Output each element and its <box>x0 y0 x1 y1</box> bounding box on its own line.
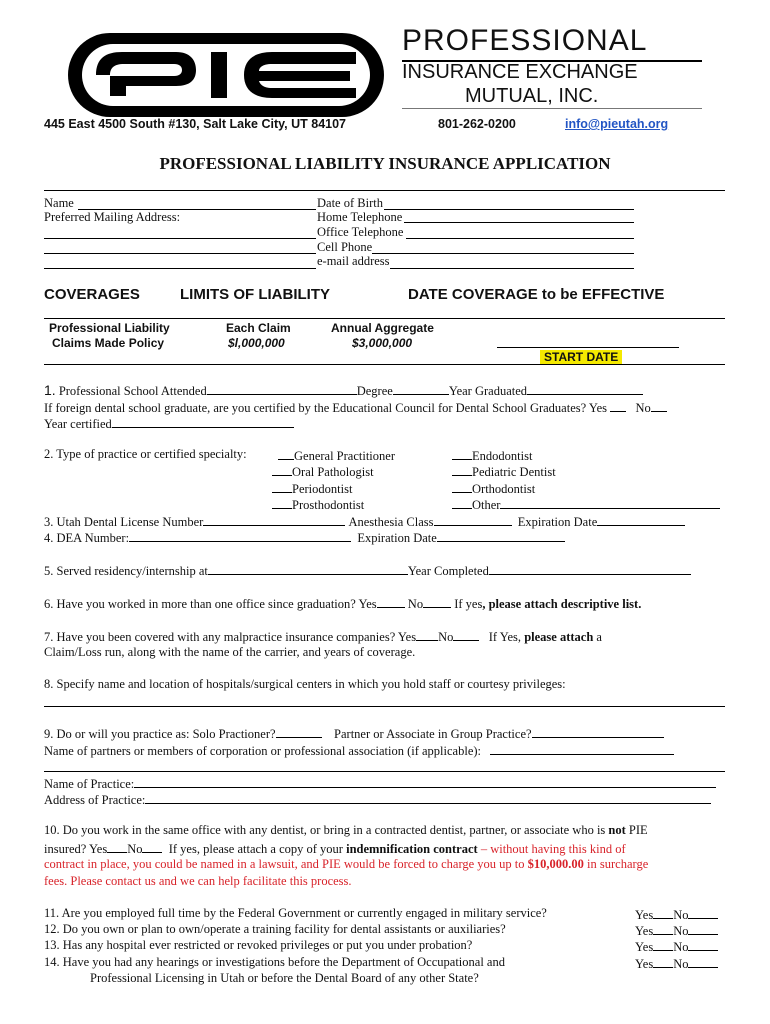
q3-line: 3. Utah Dental License Number Anesthesia Class Expiration Date <box>44 513 685 530</box>
mailing-field-1[interactable] <box>44 238 316 239</box>
policy-line1: Professional Liability <box>49 321 170 335</box>
practice-address-line: Address of Practice: <box>44 791 711 808</box>
residency-year-field[interactable] <box>489 562 691 575</box>
aggregate-value: $3,000,000 <box>352 336 413 350</box>
date-effective-heading: DATE COVERAGE to be EFFECTIVE <box>408 286 665 303</box>
q8-text: 8. Specify name and location of hospitals/surgical centers in which you hold staff or courtesy privileges: <box>44 677 566 691</box>
q9-line1: 9. Do or will you practice as: Solo Practioner? Partner or Associate in Group Practice? <box>44 725 664 742</box>
practice-name-line: Name of Practice: <box>44 775 716 792</box>
home-phone-field[interactable] <box>404 222 634 223</box>
license-field[interactable] <box>203 513 345 526</box>
specialty-pedo[interactable]: Pediatric Dentist <box>452 463 556 480</box>
q11-yes-no[interactable]: Yes No <box>635 906 718 923</box>
office-phone-label: Office Telephone <box>317 225 404 239</box>
specialty-prostho[interactable]: Prosthodontist <box>272 496 364 513</box>
q7-line1: 7. Have you been covered with any malpractice insurance companies? Yes No If Yes, please attach a <box>44 630 602 644</box>
company-name-line2: INSURANCE EXCHANGE <box>402 61 638 83</box>
group-field[interactable] <box>532 725 664 738</box>
q7-line2: Claim/Loss run, along with the name of the carrier, and years of coverage. <box>44 645 416 659</box>
name-label: Name <box>44 196 74 210</box>
q7-yes-field[interactable] <box>416 628 438 641</box>
q10-line1: 10. Do you work in the same office with any dentist, or bring in a contracted dentist, partner, or associate who is not PIE <box>44 823 648 837</box>
q14-yes-no[interactable]: Yes No <box>635 955 718 972</box>
q1-line3: Year certified <box>44 415 294 432</box>
each-claim-value: $l,000,000 <box>228 336 285 350</box>
q1-line1: 1. Professional School Attended Degree Year Graduated <box>44 382 643 399</box>
q12-text: 12. Do you own or plan to own/operate a training facility for dental assistants or auxiliaries? <box>44 922 506 936</box>
q6-yes-field[interactable] <box>377 595 405 608</box>
q10-line3: contract in place, you could be named in a lawsuit, and PIE would be forced to charge you up to $10,000.00 in surcharge <box>44 857 649 871</box>
company-phone: 801-262-0200 <box>438 117 516 131</box>
q14-text-2: Professional Licensing in Utah or before the Dental Board of any other State? <box>90 971 479 985</box>
home-phone-label: Home Telephone <box>317 210 403 224</box>
header-rule-2 <box>402 108 702 109</box>
start-date-field[interactable] <box>497 347 679 348</box>
q1-line2: If foreign dental school graduate, are you certified by the Educational Council for Dental School Graduates? Yes No <box>44 399 667 416</box>
q9-line2: Name of partners or members of corporation or professional association (if applicable): <box>44 742 674 759</box>
specialty-gp[interactable]: General Practitioner <box>278 447 395 464</box>
company-email-link[interactable]: info@pieutah.org <box>565 117 669 131</box>
q6-line: 6. Have you worked in more than one office since graduation? Yes No If yes, please attach descriptive list. <box>44 597 642 611</box>
q10-yes-field[interactable] <box>107 840 127 853</box>
anesthesia-field[interactable] <box>434 513 512 526</box>
q2-text: 2. Type of practice or certified specialty: <box>44 447 247 461</box>
q6-no-field[interactable] <box>423 595 451 608</box>
each-claim-label: Each Claim <box>226 321 291 335</box>
page-title: PROFESSIONAL LIABILITY INSURANCE APPLICATION <box>159 154 611 173</box>
dea-exp-field[interactable] <box>437 529 565 542</box>
ecfmg-no-field[interactable] <box>651 399 667 412</box>
solo-field[interactable] <box>276 725 322 738</box>
q12-yes-no[interactable]: Yes No <box>635 922 718 939</box>
school-field[interactable] <box>207 382 357 395</box>
cell-label: Cell Phone <box>317 240 373 254</box>
q9-extra-field[interactable] <box>44 771 725 772</box>
mailing-field-3[interactable] <box>44 268 316 269</box>
dea-field[interactable] <box>129 529 351 542</box>
q8-field[interactable] <box>44 706 725 707</box>
company-name-line1: PROFESSIONAL <box>402 24 648 57</box>
q10-line4: fees. Please contact us and we can help facilitate this process. <box>44 874 352 888</box>
q11-text: 11. Are you employed full time by the Federal Government or currently engaged in military service? <box>44 906 547 920</box>
specialty-endo[interactable]: Endodontist <box>452 447 532 464</box>
q13-yes-no[interactable]: Yes No <box>635 938 718 955</box>
license-exp-field[interactable] <box>597 513 685 526</box>
coverages-bottom-rule <box>44 364 725 365</box>
title-rule <box>44 190 725 191</box>
ecfmg-yes-field[interactable] <box>610 399 626 412</box>
specialty-other[interactable]: Other <box>452 496 720 513</box>
q13-text: 13. Has any hospital ever restricted or revoked privileges or put you under probation? <box>44 938 473 952</box>
logo <box>66 30 386 120</box>
cell-field[interactable] <box>372 253 634 254</box>
practice-name-field[interactable] <box>134 775 716 788</box>
q10-no-field[interactable] <box>142 840 162 853</box>
mailing-field-2[interactable] <box>44 253 316 254</box>
dob-label: Date of Birth <box>317 196 383 210</box>
aggregate-label: Annual Aggregate <box>331 321 434 335</box>
dob-field[interactable] <box>384 209 634 210</box>
coverages-heading: COVERAGES <box>44 286 140 303</box>
q7-no-field[interactable] <box>453 628 479 641</box>
q5-line: 5. Served residency/internship at Year Completed <box>44 562 691 579</box>
q10-line2: insured? Yes No If yes, please attach a copy of your indemnification contract – without having this kind of <box>44 842 626 856</box>
email-field[interactable] <box>390 268 634 269</box>
specialty-oral-path[interactable]: Oral Pathologist <box>272 463 374 480</box>
start-date-label: START DATE <box>540 350 622 364</box>
office-phone-field[interactable] <box>406 238 634 239</box>
company-address: 445 East 4500 South #130, Salt Lake City, UT 84107 <box>44 117 347 131</box>
degree-field[interactable] <box>393 382 449 395</box>
residency-field[interactable] <box>208 562 408 575</box>
limits-heading: LIMITS OF LIABILITY <box>180 286 330 303</box>
mailing-label: Preferred Mailing Address: <box>44 210 181 224</box>
coverages-rule <box>44 318 725 319</box>
year-grad-field[interactable] <box>527 382 643 395</box>
policy-line2: Claims Made Policy <box>52 336 165 350</box>
partners-field[interactable] <box>490 742 674 755</box>
email-label: e-mail address <box>317 254 390 268</box>
practice-address-field[interactable] <box>145 791 711 804</box>
q4-line: 4. DEA Number: Expiration Date <box>44 529 565 546</box>
specialty-ortho[interactable]: Orthodontist <box>452 480 535 497</box>
specialty-perio[interactable]: Periodontist <box>272 480 352 497</box>
year-cert-field[interactable] <box>112 415 294 428</box>
company-name-line3: MUTUAL, INC. <box>465 85 599 107</box>
q14-text: 14. Have you had any hearings or investigations before the Department of Occupational and <box>44 955 505 969</box>
